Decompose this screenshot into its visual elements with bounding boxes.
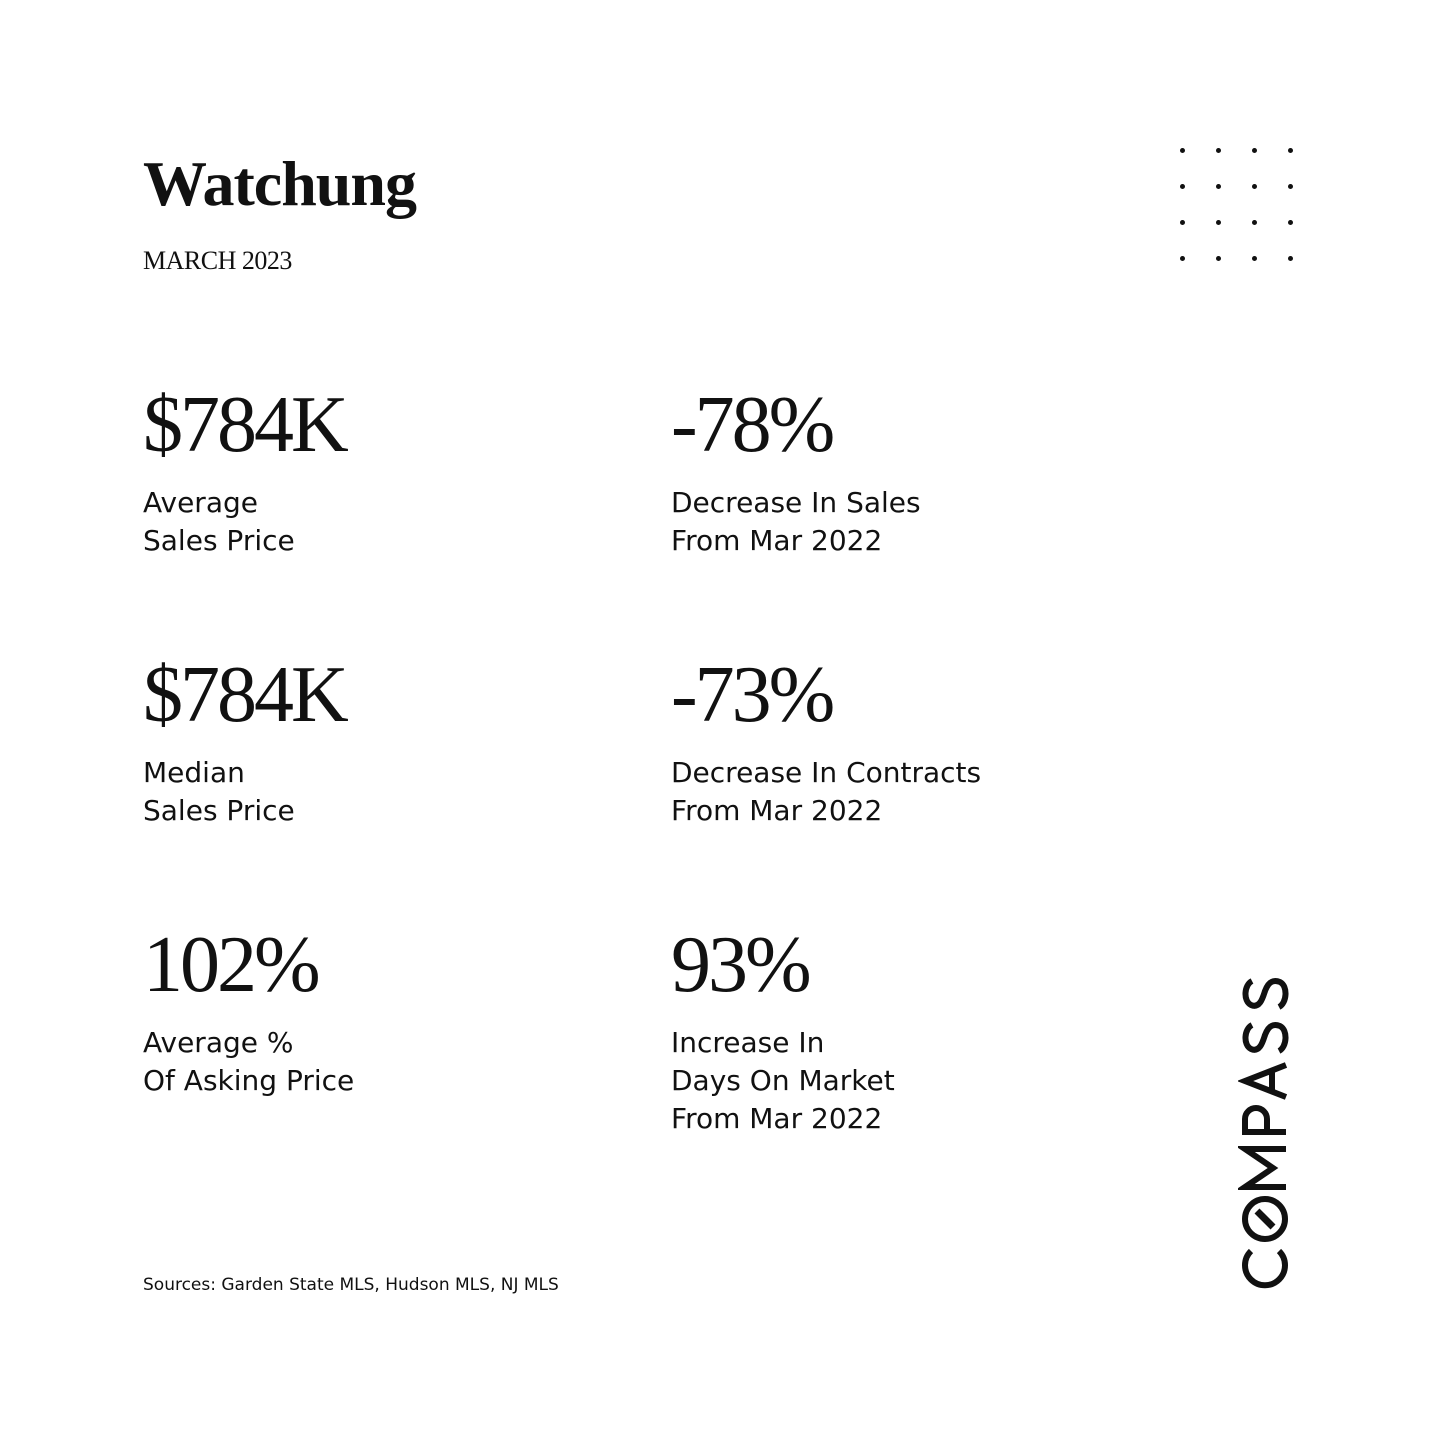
stat-label-line: Median (143, 756, 245, 789)
stat-contracts-change (671, 650, 981, 830)
stat-label-line: From Mar 2022 (671, 794, 883, 827)
stat-value: -78% (671, 381, 833, 469)
stat-label (671, 754, 981, 830)
compass-logo (1238, 956, 1292, 1294)
stat-label (143, 484, 346, 560)
stat-value: $784K (143, 651, 346, 739)
stat-label (143, 1024, 354, 1100)
stat-label (143, 754, 346, 830)
stat-value: 93% (671, 921, 809, 1009)
stat-value: $784K (143, 381, 346, 469)
stat-label-line: Increase In (671, 1026, 825, 1059)
stat-sales-change (671, 380, 921, 560)
report-date: MARCH 2023 (143, 246, 292, 275)
stat-label-line: Decrease In Sales (671, 486, 921, 519)
stat-label-line: Sales Price (143, 794, 295, 827)
stat-label-line: Decrease In Contracts (671, 756, 982, 789)
town-title: Watchung (143, 148, 416, 219)
stat-label (671, 1024, 895, 1138)
sources-note: Sources: Garden State MLS, Hudson MLS, NJ MLS (143, 1275, 559, 1295)
stat-average-sales-price (143, 380, 346, 560)
stat-days-on-market-change (671, 920, 895, 1138)
stat-median-sales-price (143, 650, 346, 830)
stat-label-line: From Mar 2022 (671, 1102, 883, 1135)
stat-value: 102% (143, 921, 318, 1009)
stat-label-line: Of Asking Price (143, 1064, 355, 1097)
stat-label-line: Average (143, 486, 258, 519)
stat-label-line: From Mar 2022 (671, 524, 883, 557)
stat-label-line: Average % (143, 1026, 294, 1059)
stat-label (671, 484, 921, 560)
stat-label-line: Days On Market (671, 1064, 895, 1097)
stat-percent-of-asking (143, 920, 354, 1100)
stat-value: -73% (671, 651, 833, 739)
stat-label-line: Sales Price (143, 524, 295, 557)
dot-grid-icon (1172, 140, 1302, 270)
